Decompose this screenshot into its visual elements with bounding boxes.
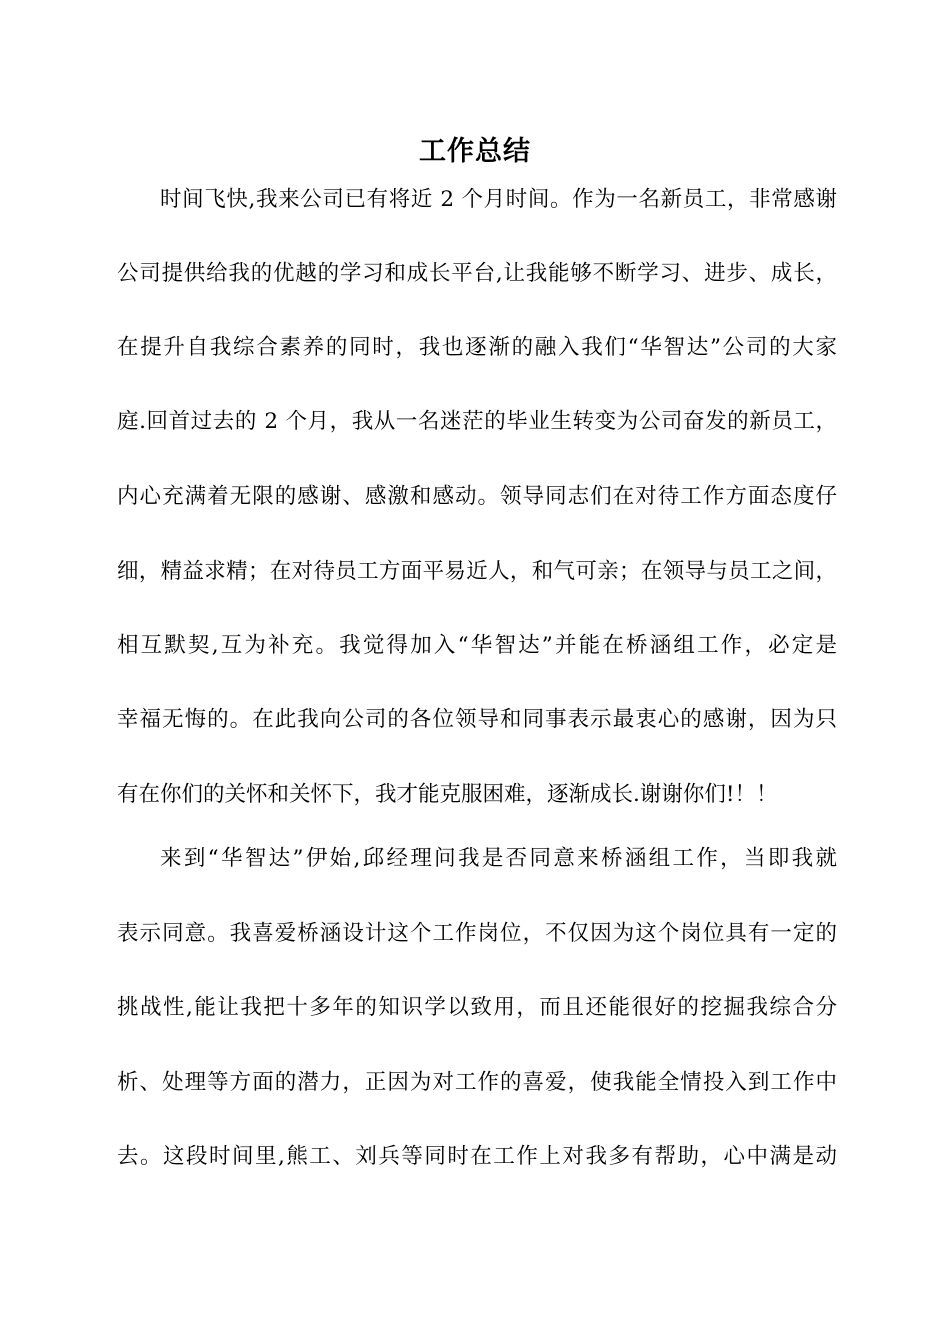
- paragraph-1-line-3: 在提升自我综合素养的同时，我也逐渐的融入我们“华智达”公司的大家: [117, 335, 837, 360]
- paragraph-2-line-1: 来到“华智达”伊始,邱经理问我是否同意来桥涵组工作，当即我就: [160, 846, 837, 871]
- paragraph-1-line-1: 时间飞快,我来公司已有将近 2 个月时间。作为一名新员工，非常感谢: [160, 187, 837, 212]
- paragraph-1-line-7: 相互默契,互为补充。我觉得加入“华智达”并能在桥涵组工作，必定是: [117, 633, 837, 658]
- document-title: 工作总结: [419, 136, 531, 167]
- paragraph-2-line-2: 表示同意。我喜爱桥涵设计这个工作岗位，不仅因为这个岗位具有一定的: [117, 921, 837, 946]
- paragraph-1-line-6: 细，精益求精；在对待员工方面平易近人，和气可亲；在领导与员工之间，: [117, 559, 837, 584]
- paragraph-1-line-4: 庭.回首过去的 2 个月，我从一名迷茫的毕业生转变为公司奋发的新员工，: [117, 409, 837, 434]
- paragraph-1-line-2: 公司提供给我的优越的学习和成长平台,让我能够不断学习、进步、成长，: [117, 261, 837, 286]
- paragraph-2-line-5: 去。这段时间里,熊工、刘兵等同时在工作上对我多有帮助，心中满是动: [117, 1144, 837, 1169]
- paragraph-1-line-5: 内心充满着无限的感谢、感激和感动。领导同志们在对待工作方面态度仔: [117, 484, 837, 509]
- paragraph-2-line-3: 挑战性,能让我把十多年的知识学以致用，而且还能很好的挖掘我综合分: [117, 995, 837, 1020]
- paragraph-1-line-9: 有在你们的关怀和关怀下，我才能克服困难，逐渐成长.谢谢你们!！！: [117, 782, 778, 807]
- paragraph-2-line-4: 析、处理等方面的潜力，正因为对工作的喜爱，使我能全情投入到工作中: [117, 1070, 837, 1095]
- paragraph-1-line-8: 幸福无悔的。在此我向公司的各位领导和同事表示最衷心的感谢，因为只: [117, 707, 837, 732]
